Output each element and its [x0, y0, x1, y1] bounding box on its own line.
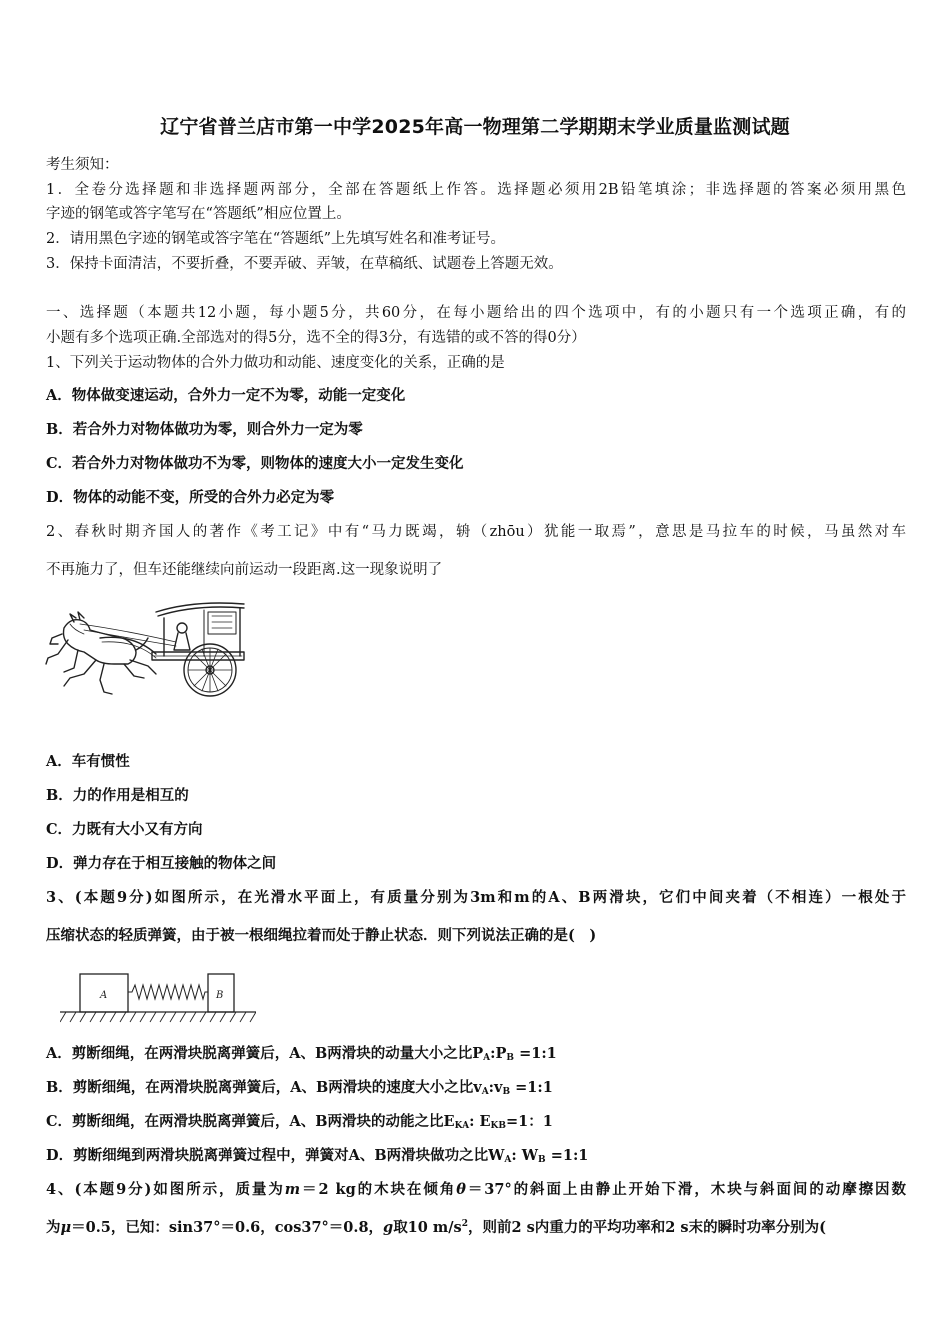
- q4-stem-line-1: [46, 1181, 906, 1199]
- label-b: B: [216, 990, 224, 1001]
- q3-option-b-end: =1:1: [510, 1079, 553, 1096]
- q4-theta-var: θ: [456, 1181, 466, 1198]
- q3-stem-line-1: 3、(本题9分)如图所示，在光滑水平面上，有质量分别为3m和m的A、B两滑块，它们中间夹着（不相连）一根处于: [46, 889, 906, 906]
- q3-option-a: [46, 1045, 906, 1063]
- q3-option-d-end: =1:1: [545, 1147, 589, 1164]
- q3-stem-line-2: 压缩状态的轻质弹簧，由于被一根细绳拉着而处于静止状态．则下列说法正确的是( ): [46, 927, 597, 944]
- q2-option-b: B．力的作用是相互的: [46, 787, 189, 804]
- q3-option-b: [46, 1079, 906, 1097]
- section-intro-line-2: 小题有多个选项正确.全部选对的得5分，选不全的得3分，有选错的或不答的得0分）: [46, 330, 586, 346]
- notice-item-1: 1．全卷分选择题和非选择题两部分，全部在答题纸上作答。选择题必须用2B铅笔填涂；非选择题的答案必须用黑色: [46, 182, 906, 198]
- q2-option-d: D．弹力存在于相互接触的物体之间: [46, 855, 277, 872]
- q4-stem-line-2: [46, 1219, 906, 1237]
- notice-item-2: 2．请用黑色字迹的钢笔或答字笔在“答题纸”上先填写姓名和准考证号。: [46, 231, 506, 247]
- q3-option-b-sub2: B: [502, 1087, 511, 1097]
- notice-item-1-cont: 字迹的钢笔或答字笔写在“答题纸”相应位置上。: [46, 206, 351, 222]
- q4-l2a: 为: [46, 1219, 61, 1236]
- q1-stem: 1、下列关于运动物体的合外力做功和动能、速度变化的关系，正确的是: [46, 355, 505, 371]
- q4-l1a: 4、(本题9分)如图所示，质量为: [46, 1181, 285, 1198]
- q4-square-sup: 2: [461, 1219, 468, 1229]
- q3-option-c-sub1: KA: [454, 1121, 470, 1131]
- q4-g-var: g: [383, 1219, 394, 1236]
- q1-option-d: D．物体的动能不变，所受的合外力必定为零: [46, 489, 335, 506]
- q3-option-d-mid: : W: [511, 1147, 539, 1164]
- spring-blocks-figure: [60, 970, 256, 1030]
- q2-stem-line-2: 不再施力了，但车还能继续向前运动一段距离.这一现象说明了: [46, 562, 443, 578]
- horse-chariot-figure: [44, 594, 248, 702]
- q4-l1b: ＝2 kg的木块在倾角: [300, 1181, 457, 1198]
- q3-option-c-text: C．剪断细绳，在两滑块脱离弹簧后，A、B两滑块的动能之比E: [46, 1113, 455, 1130]
- section-intro-line-1: 一、选择题（本题共12小题，每小题5分，共60分，在每小题给出的四个选项中，有的小题只有一个选项正确，有的: [46, 305, 906, 321]
- q1-option-c: C．若合外力对物体做功不为零，则物体的速度大小一定发生变化: [46, 455, 464, 472]
- q3-option-d-text: D．剪断细绳到两滑块脱离弹簧过程中，弹簧对A、B两滑块做功之比W: [46, 1147, 505, 1164]
- q4-l2c: 取10 m/s: [393, 1219, 462, 1236]
- q3-option-a-sub1: A: [483, 1053, 491, 1063]
- q2-option-a: A．车有惯性: [46, 753, 130, 770]
- q1-option-b: B．若合外力对物体做功为零，则合外力一定为零: [46, 421, 363, 438]
- q3-option-c: [46, 1113, 906, 1131]
- q3-option-b-sub1: A: [481, 1087, 489, 1097]
- q3-option-a-mid: :P: [490, 1045, 507, 1062]
- q3-option-b-mid: :v: [488, 1079, 503, 1096]
- q3-option-c-end: =1：1: [505, 1113, 553, 1130]
- q2-stem-line-1: 2、春秋时期齐国人的著作《考工记》中有“马力既竭，辀（zhōu）犹能一取焉”，意思是马拉车的时候，马虽然对车: [46, 524, 906, 540]
- q4-l2d: ，则前2 s内重力的平均功率和2 s末的瞬时功率分别为(: [467, 1219, 826, 1236]
- q3-option-a-text: A．剪断细绳，在两滑块脱离弹簧后，A、B两滑块的动量大小之比P: [46, 1045, 484, 1062]
- q3-option-b-text: B．剪断细绳，在两滑块脱离弹簧后，A、B两滑块的速度大小之比v: [46, 1079, 482, 1096]
- q4-l1c: ＝37°的斜面上由静止开始下滑，木块与斜面间的动摩擦因数: [465, 1181, 906, 1198]
- q3-option-a-sub2: B: [506, 1053, 515, 1063]
- q4-mass-var: m: [284, 1181, 301, 1198]
- q3-option-c-sub2: KB: [490, 1121, 506, 1131]
- q3-option-d-sub2: B: [538, 1155, 546, 1165]
- notice-item-3: 3．保持卡面清洁，不要折叠，不要弄破、弄皱，在草稿纸、试题卷上答题无效。: [46, 256, 563, 272]
- q1-option-a: A．物体做变速运动，合外力一定不为零，动能一定变化: [46, 387, 406, 404]
- q3-option-d-sub1: A: [504, 1155, 512, 1165]
- q3-option-c-mid: : E: [469, 1113, 491, 1130]
- notice-heading: 考生须知：: [46, 157, 119, 173]
- q4-mu-var: μ: [60, 1219, 72, 1236]
- q4-l2b: ＝0.5，已知：sin37°＝0.6，cos37°＝0.8，: [71, 1219, 384, 1236]
- q3-option-a-end: =1:1: [514, 1045, 557, 1062]
- label-a: A: [100, 990, 108, 1001]
- q3-option-d: [46, 1147, 906, 1165]
- q2-option-c: C．力既有大小又有方向: [46, 821, 203, 838]
- page-title: 辽宁省普兰店市第一中学2025年高一物理第二学期期末学业质量监测试题: [160, 116, 790, 138]
